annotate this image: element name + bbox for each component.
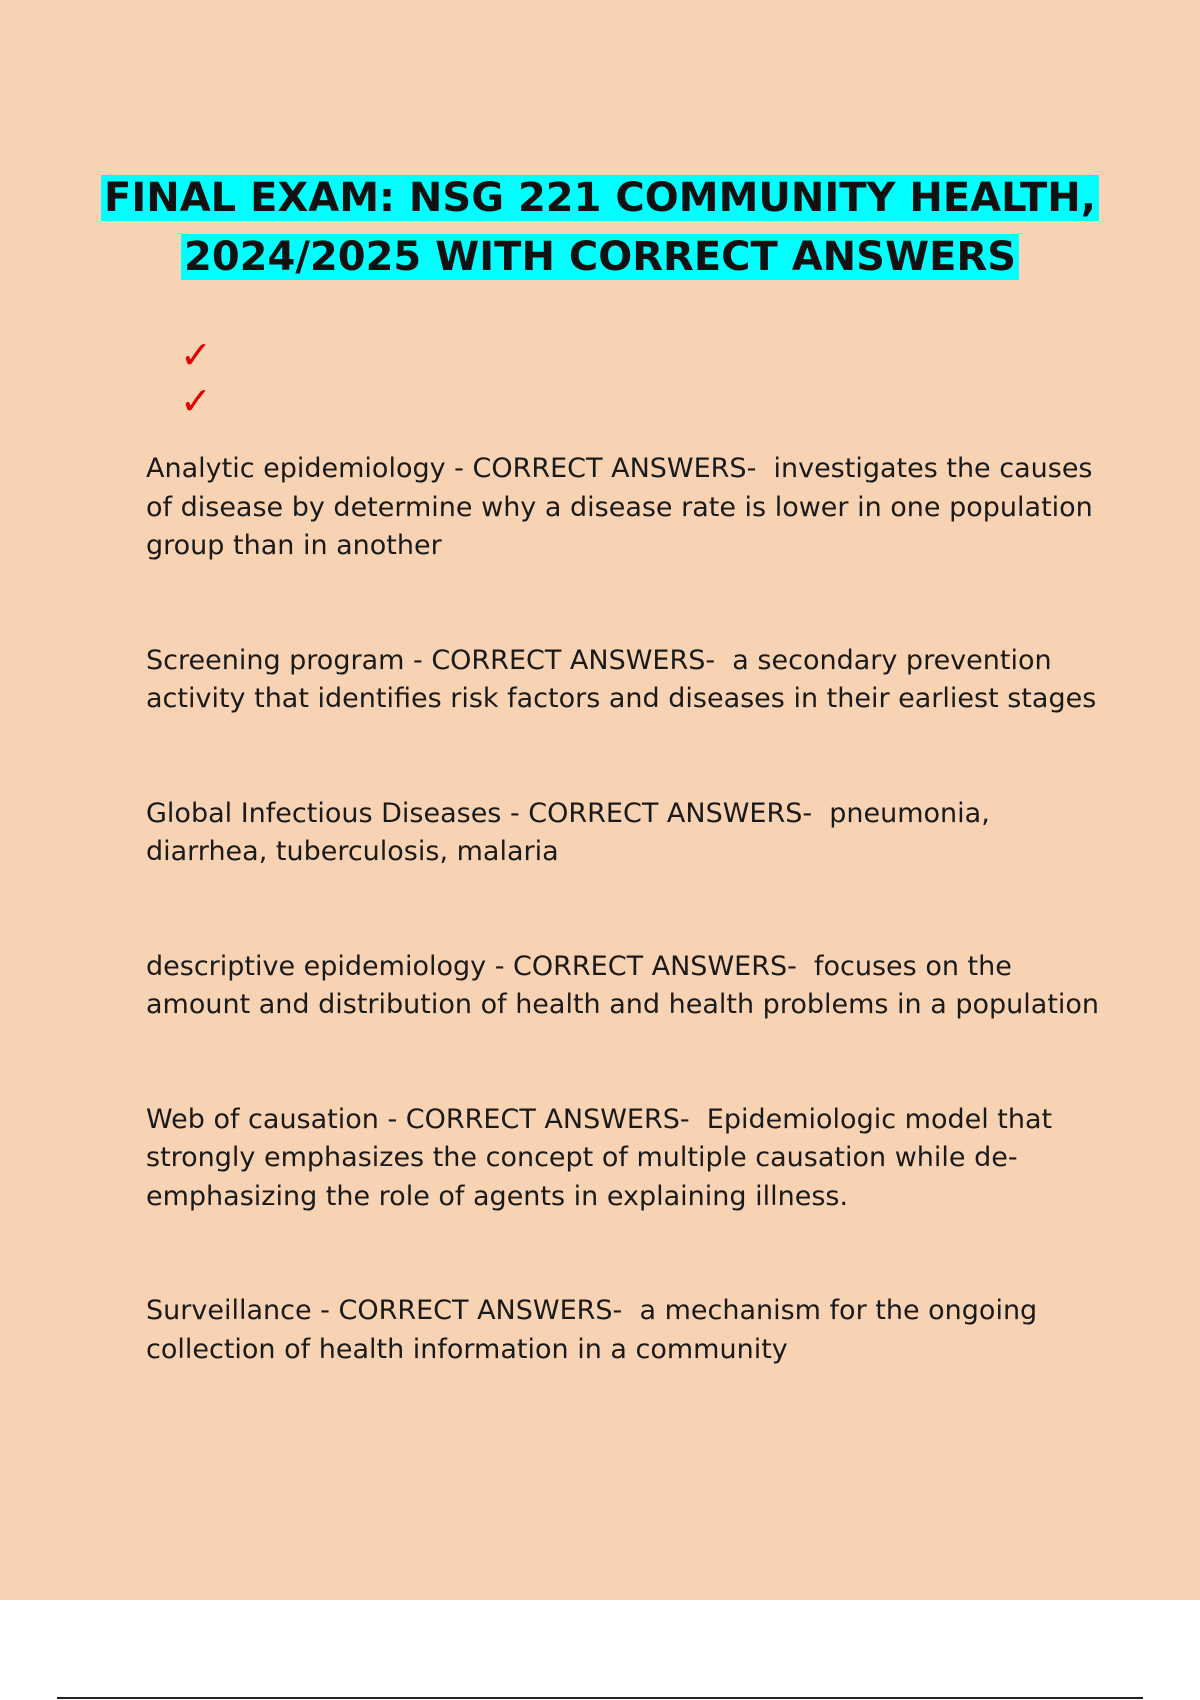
question-answer-list bbox=[146, 450, 1106, 1369]
qa-item-screening-program: Screening program - CORRECT ANSWERS- a secondary prevention activity that identifies risk factors and diseases in their earliest stages bbox=[146, 644, 1097, 714]
check-mark-icon: ✓ bbox=[180, 379, 212, 423]
document-title bbox=[100, 169, 1100, 287]
qa-item-web-of-causation: Web of causation - CORRECT ANSWERS- Epidemiologic model that strongly emphasizes the concept of multiple causation while de-emphasizing the role of agents in explaining illness. bbox=[146, 1103, 1061, 1212]
qa-item-descriptive-epidemiology: descriptive epidemiology - CORRECT ANSWERS- focuses on the amount and distribution of health and health problems in a population bbox=[146, 950, 1100, 1020]
footer-divider bbox=[57, 1697, 1143, 1699]
check-mark-icon: ✓ bbox=[180, 333, 212, 377]
qa-item-analytic-epidemiology: Analytic epidemiology - CORRECT ANSWERS- investigates the causes of disease by determine why a disease rate is lower in one population group than in another bbox=[146, 453, 1102, 561]
document-title-text: FINAL EXAM: NSG 221 COMMUNITY HEALTH, 2024/2025 WITH CORRECT ANSWERS bbox=[101, 175, 1099, 280]
check-mark-list bbox=[180, 332, 240, 424]
qa-item-surveillance: Surveillance - CORRECT ANSWERS- a mechanism for the ongoing collection of health information in a community bbox=[146, 1295, 1046, 1365]
qa-item-global-infectious-diseases: Global Infectious Diseases - CORRECT ANSWERS- pneumonia, diarrhea, tuberculosis, malaria bbox=[146, 797, 999, 867]
